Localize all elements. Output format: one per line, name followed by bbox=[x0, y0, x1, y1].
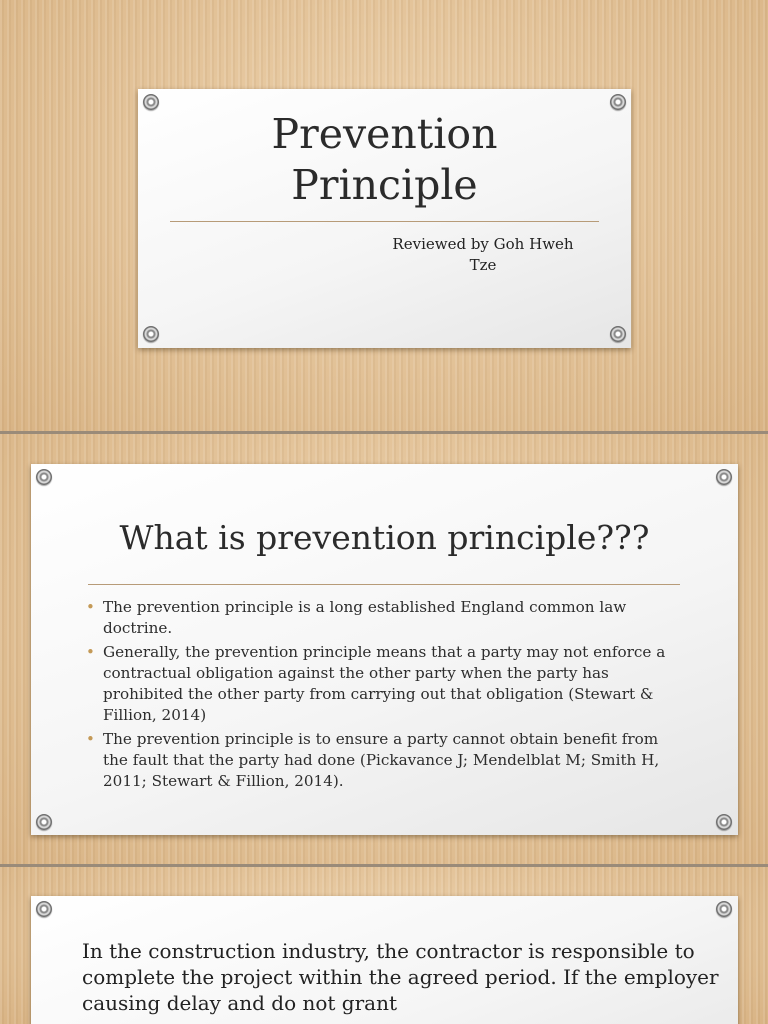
bullet-icon: • bbox=[86, 643, 95, 661]
subtitle-line-1: Reviewed by Goh Hweh bbox=[392, 235, 574, 253]
slide-2 bbox=[0, 434, 768, 864]
content-card bbox=[31, 464, 738, 835]
bullet-item bbox=[86, 642, 686, 726]
pushpin-icon bbox=[610, 94, 626, 110]
title-line-1: Prevention bbox=[271, 110, 498, 158]
slide-title: What is prevention principle??? bbox=[119, 518, 650, 557]
bullet-item bbox=[86, 597, 686, 639]
slide-title bbox=[138, 109, 631, 211]
title-card bbox=[138, 89, 631, 348]
bullet-item bbox=[86, 729, 686, 792]
bullet-text: Generally, the prevention principle means that a party may not enforce a contractual obligation against the other party when the party has prohibited the other party from carrying out that obligation (Stewart & Fillion, 2014) bbox=[103, 643, 666, 724]
slide-subtitle bbox=[373, 234, 593, 276]
pushpin-icon bbox=[36, 814, 52, 830]
slide-1 bbox=[0, 0, 768, 431]
slide-3 bbox=[0, 867, 768, 1024]
bullet-icon: • bbox=[86, 730, 95, 748]
bullet-icon: • bbox=[86, 598, 95, 616]
pushpin-icon bbox=[36, 469, 52, 485]
title-divider bbox=[170, 221, 599, 222]
bullet-text: The prevention principle is to ensure a party cannot obtain benefit from the fault that the party had done (Pickavance J; Mendelblat M; Smith H, 2011; Stewart & Fillion, 2014). bbox=[103, 730, 660, 790]
pushpin-icon bbox=[716, 901, 732, 917]
pushpin-icon bbox=[716, 469, 732, 485]
title-divider bbox=[88, 584, 680, 585]
pushpin-icon bbox=[143, 94, 159, 110]
content-card bbox=[31, 896, 738, 1024]
pushpin-icon bbox=[36, 901, 52, 917]
bullet-list bbox=[86, 597, 686, 795]
subtitle-line-2: Tze bbox=[469, 256, 497, 274]
bullet-text: The prevention principle is a long established England common law doctrine. bbox=[103, 598, 627, 637]
title-line-2: Principle bbox=[291, 161, 478, 209]
pushpin-icon bbox=[610, 326, 626, 342]
pushpin-icon bbox=[716, 814, 732, 830]
slide-paragraph: In the construction industry, the contractor is responsible to complete the project within the agreed period. If the employer causing delay and do not grant bbox=[82, 939, 719, 1015]
pushpin-icon bbox=[143, 326, 159, 342]
